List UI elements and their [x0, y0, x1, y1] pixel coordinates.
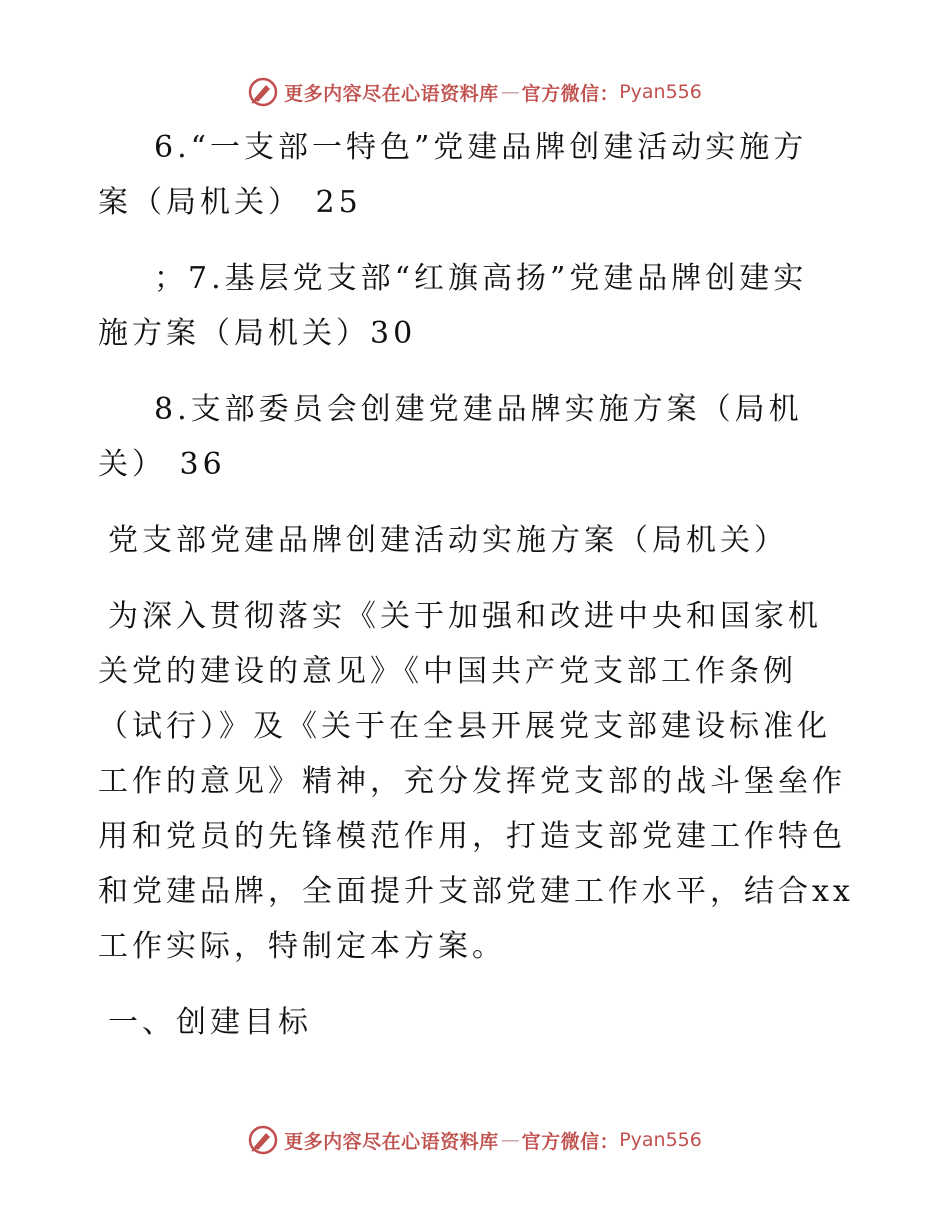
- pen-logo-icon: [248, 77, 278, 107]
- toc-item-7-line-2: 施方案（局机关）30: [98, 316, 417, 351]
- footer-watermark: [0, 1120, 950, 1160]
- paragraph-line: 和党建品牌，全面提升支部党建工作水平，结合xx: [98, 874, 854, 909]
- paragraph-line: 用和党员的先锋模范作用，打造支部党建工作特色: [98, 819, 846, 854]
- document-title: 党支部党建品牌创建活动实施方案（局机关）: [108, 523, 788, 558]
- paragraph-line: （试行）》及《关于在全县开展党支部建设标准化: [98, 709, 831, 744]
- paragraph-line: 工作实际，特制定本方案。: [98, 929, 506, 964]
- watermark-label: 官方微信：: [521, 1130, 620, 1153]
- paragraph-line: 为深入贯彻落实《关于加强和改进中央和国家机: [108, 599, 822, 634]
- watermark-id: Pyan556: [619, 81, 702, 103]
- toc-item-6-line-2: 案（局机关） 25: [98, 185, 362, 220]
- watermark-text: 更多内容尽在心语资料库: [284, 1130, 499, 1153]
- toc-item-7: [98, 251, 868, 361]
- toc-item-8: [98, 382, 868, 492]
- toc-item-6: [98, 120, 868, 230]
- paragraph-line: 关党的建设的意见》《中国共产党支部工作条例: [98, 654, 797, 689]
- watermark-separator: —: [500, 81, 520, 103]
- toc-item-7-line-1: ；7.基层党支部“红旗高扬”党建品牌创建实: [154, 261, 808, 296]
- watermark-label: 官方微信：: [521, 82, 620, 105]
- toc-item-8-line-2: 关） 36: [98, 447, 226, 482]
- intro-paragraph: [98, 589, 868, 974]
- document-content: [98, 120, 868, 1050]
- toc-item-6-line-1: 6.“一支部一特色”党建品牌创建活动实施方: [154, 130, 808, 165]
- watermark-id: Pyan556: [619, 1129, 702, 1151]
- paragraph-line: 工作的意见》精神，充分发挥党支部的战斗堡垒作: [98, 764, 846, 799]
- watermark-text: 更多内容尽在心语资料库: [284, 82, 499, 105]
- watermark-separator: —: [500, 1129, 520, 1151]
- section-heading: 一、创建目标: [108, 1005, 312, 1040]
- header-watermark: [0, 72, 950, 112]
- toc-item-8-line-1: 8.支部委员会创建党建品牌实施方案（局机: [154, 392, 803, 427]
- pen-logo-icon: [248, 1125, 278, 1155]
